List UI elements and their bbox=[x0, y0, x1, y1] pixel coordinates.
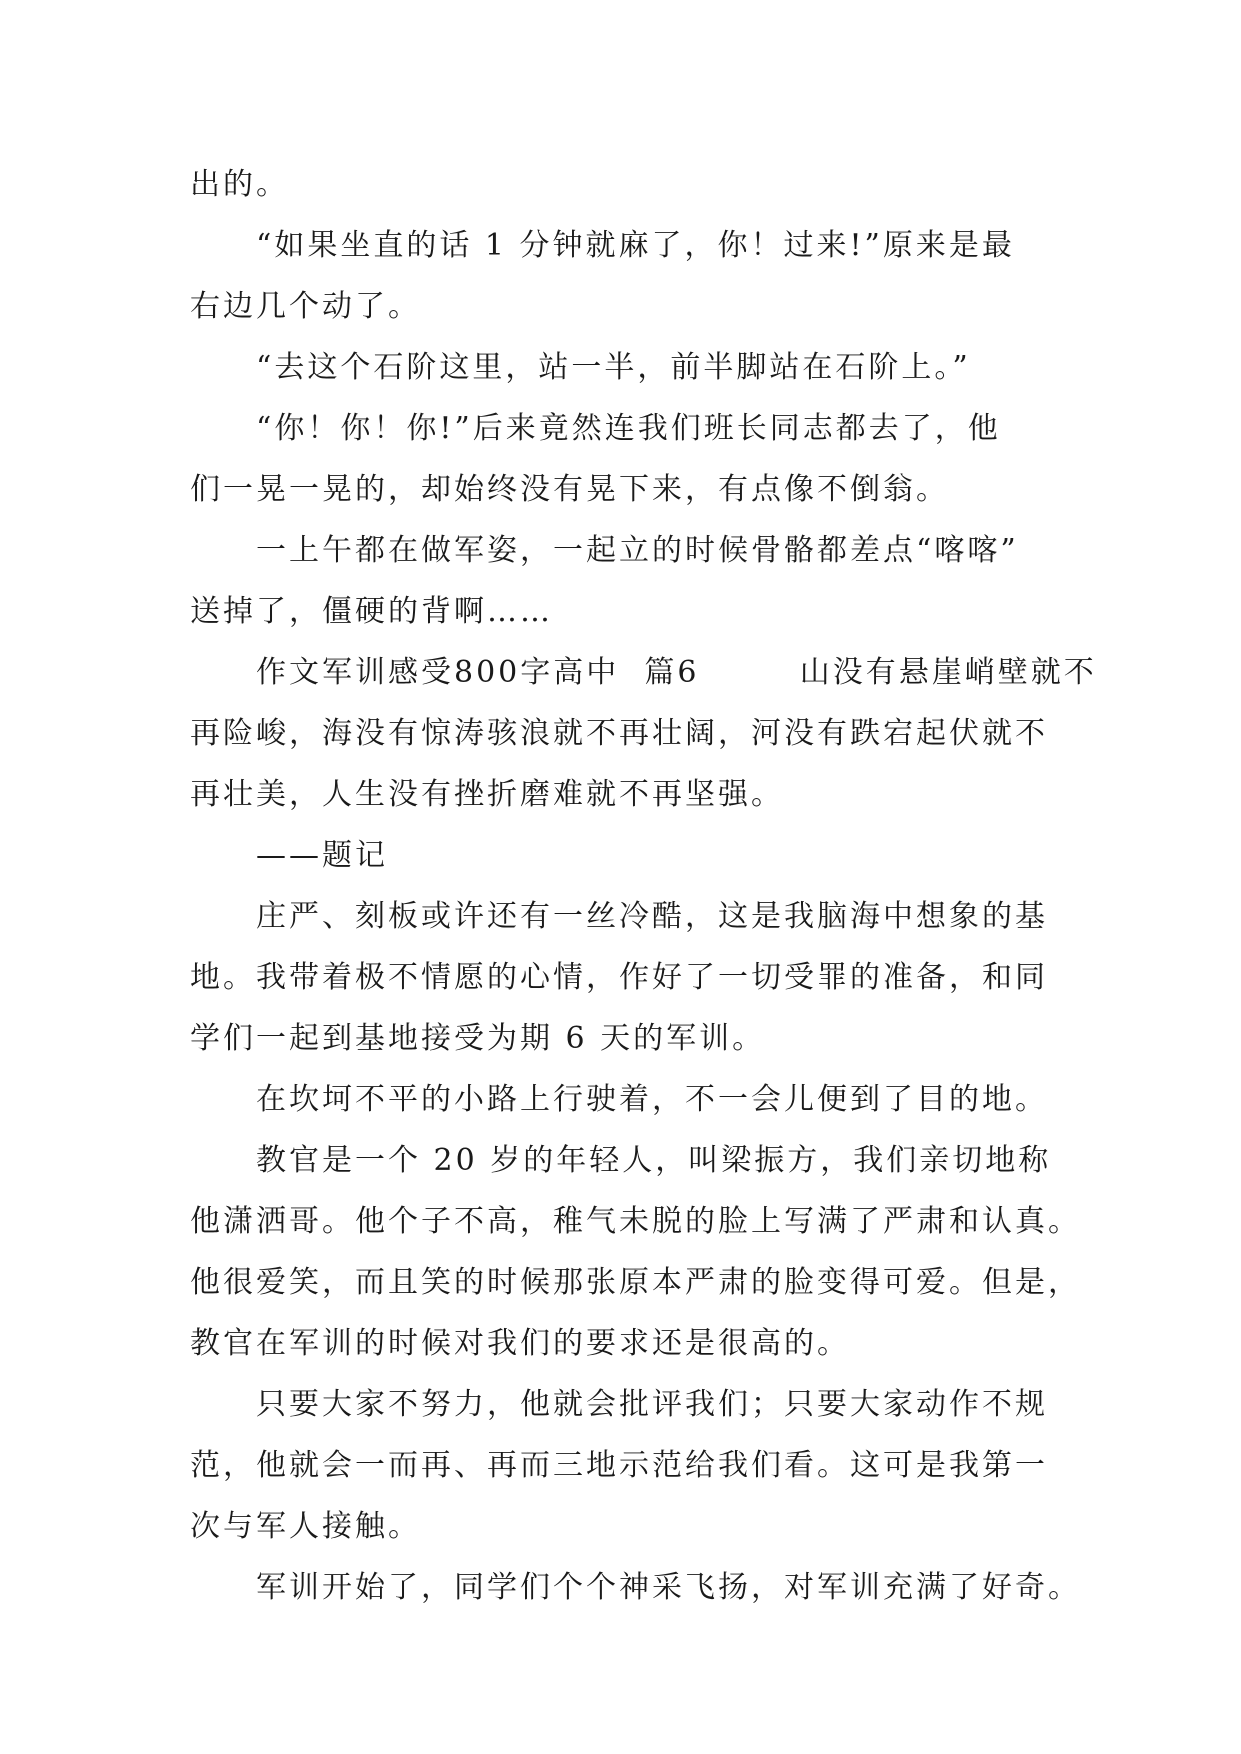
text-line: 范，他就会一而再、再而三地示范给我们看。这可是我第一 bbox=[190, 1448, 1048, 1483]
text-line: 再险峻，海没有惊涛骇浪就不再壮阔，河没有跌宕起伏就不 bbox=[190, 716, 1048, 751]
section-heading-line: 作文军训感受800字高中 篇6 山没有悬崖峭壁就不 bbox=[256, 655, 1097, 690]
text-line: 他潇洒哥。他个子不高，稚气未脱的脸上写满了严肃和认真。 bbox=[190, 1204, 1081, 1239]
text-line: 右边几个动了。 bbox=[190, 289, 421, 324]
text-line: 教官是一个 20 岁的年轻人，叫梁振方，我们亲切地称 bbox=[256, 1143, 1052, 1178]
text-line: “如果坐直的话 1 分钟就麻了，你！过来!”原来是最 bbox=[256, 228, 1015, 263]
text-line: 军训开始了，同学们个个神采飞扬，对军训充满了好奇。 bbox=[256, 1570, 1081, 1605]
text-line: 在坎坷不平的小路上行驶着，不一会儿便到了目的地。 bbox=[256, 1082, 1048, 1117]
text-line: “去这个石阶这里，站一半，前半脚站在石阶上。” bbox=[256, 350, 971, 385]
text-line: 再壮美，人生没有挫折磨难就不再坚强。 bbox=[190, 777, 784, 812]
text-line: 只要大家不努力，他就会批评我们；只要大家动作不规 bbox=[256, 1387, 1048, 1422]
text-line: 他很爱笑，而且笑的时候那张原本严肃的脸变得可爱。但是， bbox=[190, 1265, 1081, 1300]
epigraph-attribution: ——题记 bbox=[256, 838, 388, 873]
text-line: 庄严、刻板或许还有一丝冷酷，这是我脑海中想象的基 bbox=[256, 899, 1048, 934]
text-line: 次与军人接触。 bbox=[190, 1509, 421, 1544]
document-body bbox=[190, 154, 1097, 1618]
text-line: 送掉了，僵硬的背啊…… bbox=[190, 594, 553, 629]
text-line: 们一晃一晃的，却始终没有晃下来，有点像不倒翁。 bbox=[190, 472, 949, 507]
text-line: 地。我带着极不情愿的心情，作好了一切受罪的准备，和同 bbox=[190, 960, 1048, 995]
text-line: 出的。 bbox=[190, 167, 289, 202]
text-line: 一上午都在做军姿，一起立的时候骨骼都差点“喀喀” bbox=[256, 533, 1019, 568]
text-line: 学们一起到基地接受为期 6 天的军训。 bbox=[190, 1021, 766, 1056]
text-line: 教官在军训的时候对我们的要求还是很高的。 bbox=[190, 1326, 850, 1361]
text-line: “你！你！你!”后来竟然连我们班长同志都去了，他 bbox=[256, 411, 1001, 446]
